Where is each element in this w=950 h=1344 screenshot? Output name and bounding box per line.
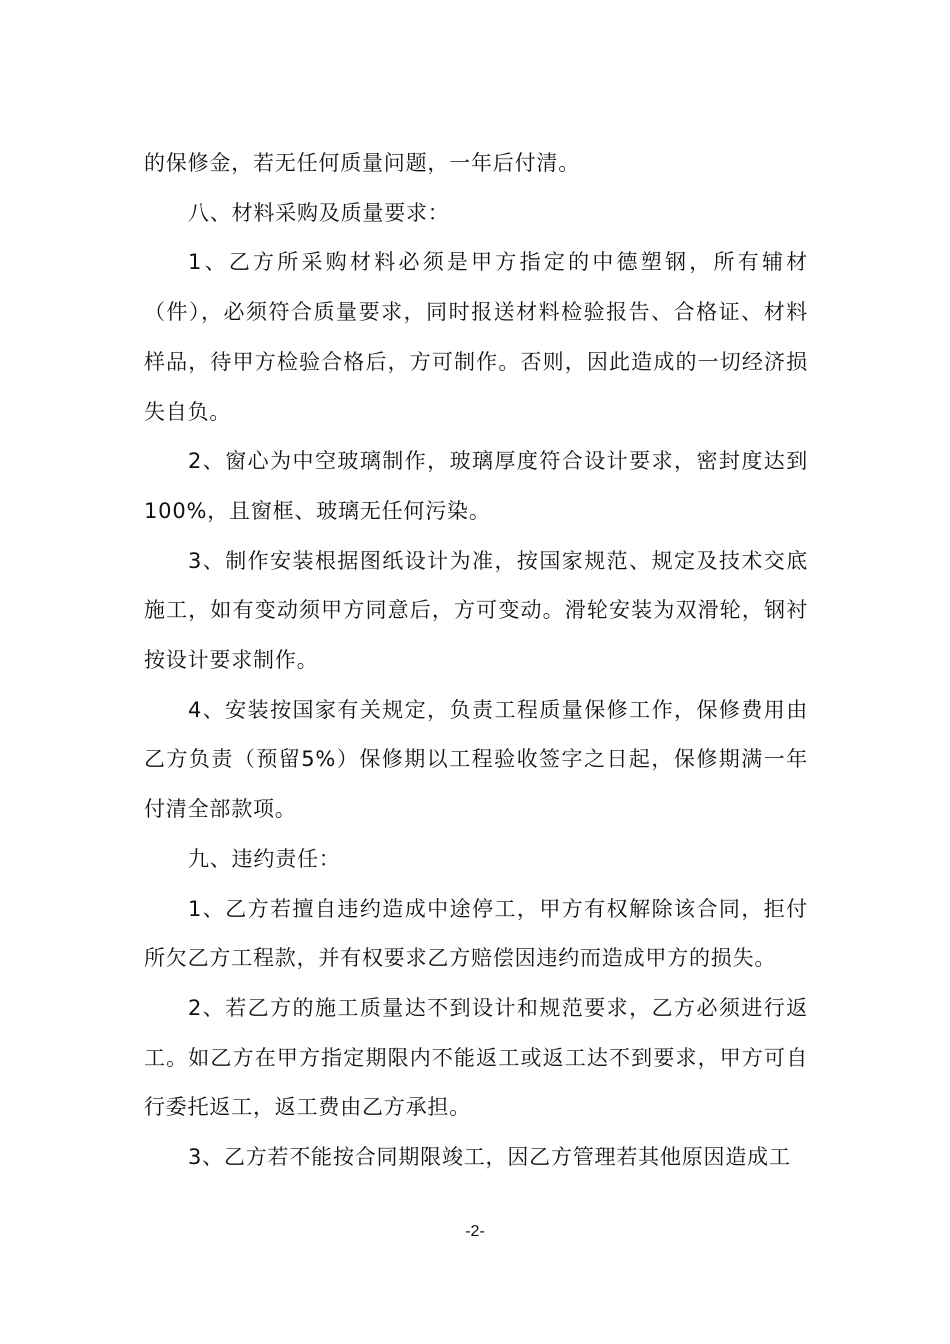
document-body [144,139,808,1183]
paragraph-9-3: 3、乙方若不能按合同期限竣工，因乙方管理若其他原因造成工 [188,1145,791,1170]
paragraph-9-1: 1、乙方若擅自违约造成中途停工，甲方有权解除该合同，拒付所欠乙方工程款，并有权要求乙方赔偿因违约而造成甲方的损失。 [144,896,808,971]
page-number: -2- [465,1223,485,1240]
paragraph-8-1: 1、乙方所采购材料必须是甲方指定的中德塑钢，所有辅材（件），必须符合质量要求，同时报送材料检验报告、合格证、材料样品，待甲方检验合格后，方可制作。否则，因此造成的一切经济损失自负。 [144,250,808,424]
paragraph-9-2: 2、若乙方的施工质量达不到设计和规范要求，乙方必须进行返工。如乙方在甲方指定期限内不能返工或返工达不到要求，甲方可自行委托返工，返工费由乙方承担。 [144,995,808,1120]
paragraph-8-2: 2、窗心为中空玻璃制作，玻璃厚度符合设计要求，密封度达到100%，且窗框、玻璃无任何污染。 [144,449,808,523]
paragraph-8-3: 3、制作安装根据图纸设计为准，按国家规范、规定及技术交底施工，如有变动须甲方同意后，方可变动。滑轮安装为双滑轮，钢衬按设计要求制作。 [144,548,808,673]
paragraph-1: 的保修金，若无任何质量问题，一年后付清。 [144,151,580,175]
section-heading-8: 八、材料采购及质量要求： [188,200,450,225]
paragraph-8-4: 4、安装按国家有关规定，负责工程质量保修工作，保修费用由乙方负责（预留5%）保修期以工程验收签字之日起，保修期满一年付清全部款项。 [144,697,808,822]
section-heading-9: 九、违约责任： [188,846,341,871]
